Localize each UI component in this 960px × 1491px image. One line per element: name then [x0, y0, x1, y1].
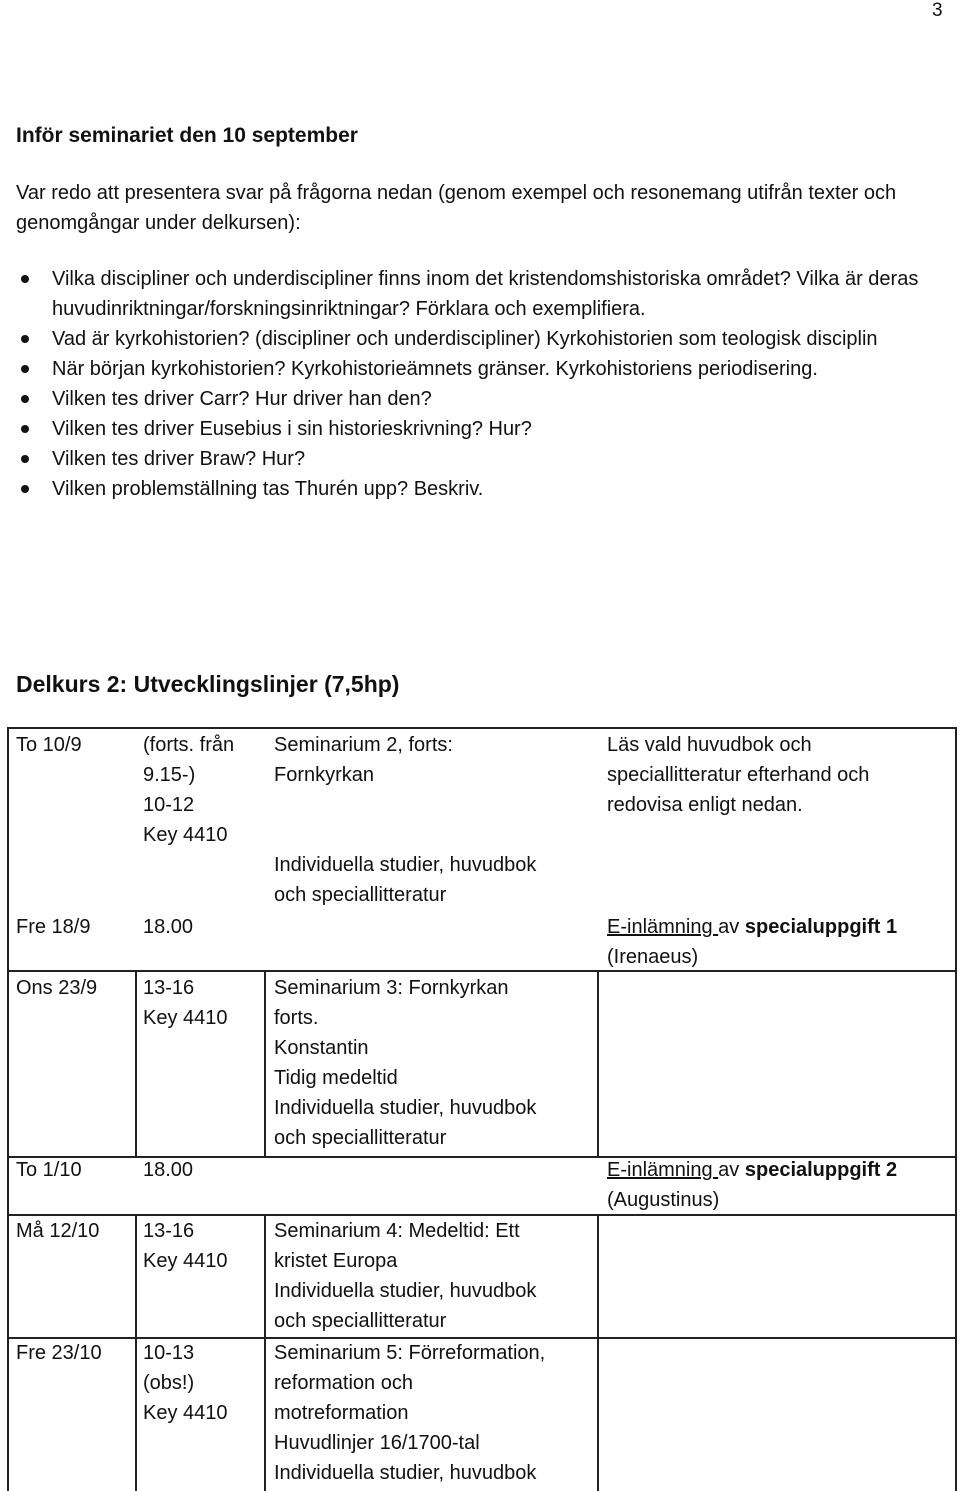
table-cell-note: E-inlämning av specialuppgift 1 (Irenaeus)	[607, 916, 898, 968]
table-cell-activity: Seminarium 4: Medeltid: Ett kristet Europa Individuella studier, huvudbok och speciallitteratur	[274, 1220, 537, 1332]
row-divider	[7, 970, 957, 972]
table-cell-time: (forts. från 9.15-) 10-12 Key 4410	[143, 734, 235, 846]
table-cell-date: To 1/10	[16, 1159, 82, 1181]
table-border-left	[7, 727, 9, 1491]
list-item: Vad är kyrkohistorien? (discipliner och underdiscipliner) Kyrkohistorien som teologisk disciplin	[16, 324, 936, 354]
table-cell-time: 18.00	[143, 1159, 194, 1181]
list-item: Vilka discipliner och underdiscipliner finns inom det kristendomshistoriska området? Vilka är deras huvudinriktningar/forskningsinriktningar? Förklara och exemplifiera.	[16, 264, 936, 324]
course-part-heading: Delkurs 2: Utvecklingslinjer (7,5hp)	[16, 671, 400, 697]
table-cell-activity: Seminarium 3: Fornkyrkan forts. Konstantin Tidig medeltid Individuella studier, huvudbok och speciallitteratur	[274, 977, 537, 1149]
column-divider	[597, 1214, 599, 1491]
table-border-top	[7, 727, 957, 729]
question-list	[16, 264, 936, 504]
column-divider	[135, 970, 137, 1156]
list-item: Vilken tes driver Braw? Hur?	[16, 444, 936, 474]
list-item: När början kyrkohistorien? Kyrkohistorieämnets gränser. Kyrkohistoriens periodisering.	[16, 354, 936, 384]
table-cell-note: Läs vald huvudbok och speciallitteratur efterhand och redovisa enligt nedan.	[607, 734, 870, 816]
column-divider	[264, 970, 266, 1156]
table-cell-activity: Seminarium 5: Förreformation, reformation och motreformation Huvudlinjer 16/1700-tal Individuella studier, huvudbok	[274, 1342, 546, 1484]
table-cell-time: 13-16 Key 4410	[143, 1220, 228, 1272]
list-item: Vilken problemställning tas Thurén upp? Beskriv.	[16, 474, 936, 504]
seminar-heading: Inför seminariet den 10 september	[16, 124, 358, 147]
table-cell-date: To 10/9	[16, 734, 82, 756]
column-divider	[135, 1214, 137, 1491]
table-cell-time: 10-13 (obs!) Key 4410	[143, 1342, 228, 1424]
list-item: Vilken tes driver Eusebius i sin historieskrivning? Hur?	[16, 414, 936, 444]
list-item: Vilken tes driver Carr? Hur driver han den?	[16, 384, 936, 414]
table-cell-time: 13-16 Key 4410	[143, 977, 228, 1029]
table-cell-note: E-inlämning av specialuppgift 2 (Augustinus)	[607, 1159, 898, 1211]
table-cell-activity: Seminarium 2, forts: Fornkyrkan Individuella studier, huvudbok och speciallitteratur	[274, 734, 537, 906]
column-divider	[264, 1214, 266, 1491]
intro-text: Var redo att presentera svar på frågorna nedan (genom exempel och resonemang utifrån texter och genomgångar under delkursen):	[16, 182, 897, 234]
table-cell-time: 18.00	[143, 916, 194, 938]
table-cell-date: Fre 23/10	[16, 1342, 102, 1364]
column-divider	[597, 970, 599, 1156]
table-cell-date: Fre 18/9	[16, 916, 91, 938]
table-cell-date: Må 12/10	[16, 1220, 100, 1242]
page-number: 3	[932, 0, 943, 21]
table-cell-date: Ons 23/9	[16, 977, 98, 999]
table-border-right	[955, 727, 957, 1491]
